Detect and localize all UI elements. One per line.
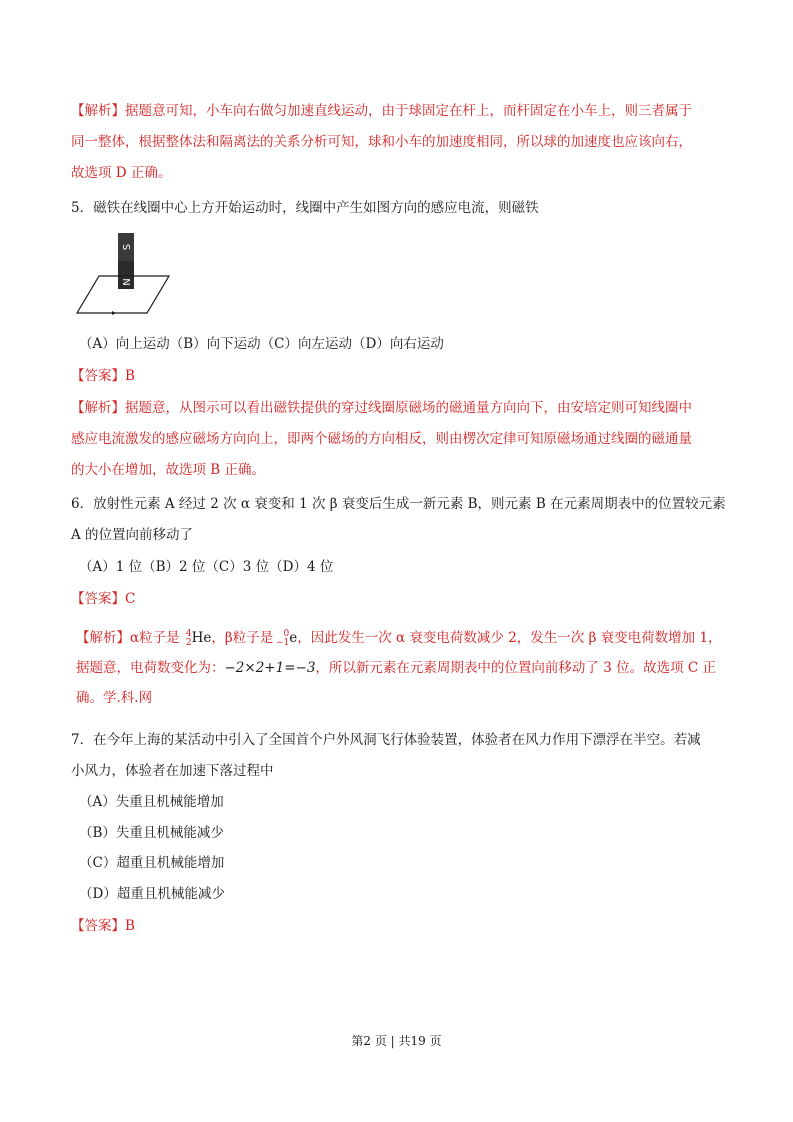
analysis-q6 (76, 623, 736, 713)
magnet-s-label: S (120, 243, 131, 251)
page-footer: 第2 页 | 共19 页 (351, 1034, 442, 1048)
question-7-answer: 【答案】B (71, 918, 135, 934)
analysis-q4-line-3: 故选项 D 正确。 (71, 165, 172, 181)
electron-nuclide: 0 −1 (275, 628, 290, 648)
analysis-q6-line-1: 【解析】α粒子是 4 2 He，β粒子是 0 −1 e，因此发生一次 α 衰变电荷数减少 2，发生一次 β 衰变电荷数增加 1， (76, 628, 722, 648)
analysis-q4 (71, 96, 726, 189)
question-7-option-d: （D）超重且机械能减少 (79, 886, 225, 902)
analysis-q4-line-1: 【解析】据题意可知，小车向右做匀加速直线运动，由于球固定在杆上，而杆固定在小车上，则三者属于 (71, 103, 692, 119)
magnet-n-label: N (120, 278, 131, 286)
question-5-answer: 【答案】B (71, 368, 135, 384)
question-5-options: （A）向上运动（B）向下运动（C）向左运动（D）向右运动 (79, 336, 444, 352)
magnet-coil-figure (72, 228, 182, 320)
question-6-stem: 6．放射性元素 A 经过 2 次 α 衰变和 1 次 β 衰变后生成一新元素 B，则元素 B 在元素周期表中的位置较元素 A 的位置向前移动了 (71, 496, 726, 543)
question-6-options: （A）1 位（B）2 位（C）3 位（D）4 位 (79, 559, 334, 575)
analysis-q6-line-2: 据题意，电荷数变化为：−2×2+1=−3，所以新元素在元素周期表中的位置向前移动了 3 位。故选项 C 正 (76, 660, 717, 676)
analysis-q5-line-3: 的大小在增加，故选项 B 正确。 (71, 462, 266, 478)
question-6-answer: 【答案】C (71, 591, 136, 607)
analysis-q5-line-1: 【解析】据题意，从图示可以看出磁铁提供的穿过线圈原磁场的磁通量方向向下，由安培定则可知线圈中 (71, 400, 692, 416)
charge-equation: −2×2+1=−3 (224, 660, 316, 676)
analysis-tag: 【解析】 (71, 103, 125, 119)
question-7-option-b: （B）失重且机械能减少 (79, 825, 224, 841)
helium-nuclide: 4 2 (185, 628, 192, 648)
question-7-option-c: （C）超重且机械能增加 (79, 855, 225, 871)
question-7-option-a: （A）失重且机械能增加 (79, 794, 224, 810)
current-arrow (112, 311, 116, 315)
question-7-stem: 7．在今年上海的某活动中引入了全国首个户外风洞飞行体验装置，体验者在风力作用下漂浮在半空。若减 小风力，体验者在加速下落过程中 (71, 732, 701, 779)
analysis-q4-line-2: 同一整体，根据整体法和隔离法的关系分析可知，球和小车的加速度相同，所以球的加速度也应该向右， (71, 134, 692, 150)
analysis-q6-line-3: 确。学.科.网 (76, 690, 153, 706)
analysis-q5-line-2: 感应电流激发的感应磁场方向向上，即两个磁场的方向相反，则由楞次定律可知原磁场通过线圈的磁通量 (71, 431, 692, 447)
analysis-q5 (71, 393, 726, 486)
question-5-stem: 5．磁铁在线圈中心上方开始运动时，线圈中产生如图方向的感应电流，则磁铁 (71, 200, 539, 216)
